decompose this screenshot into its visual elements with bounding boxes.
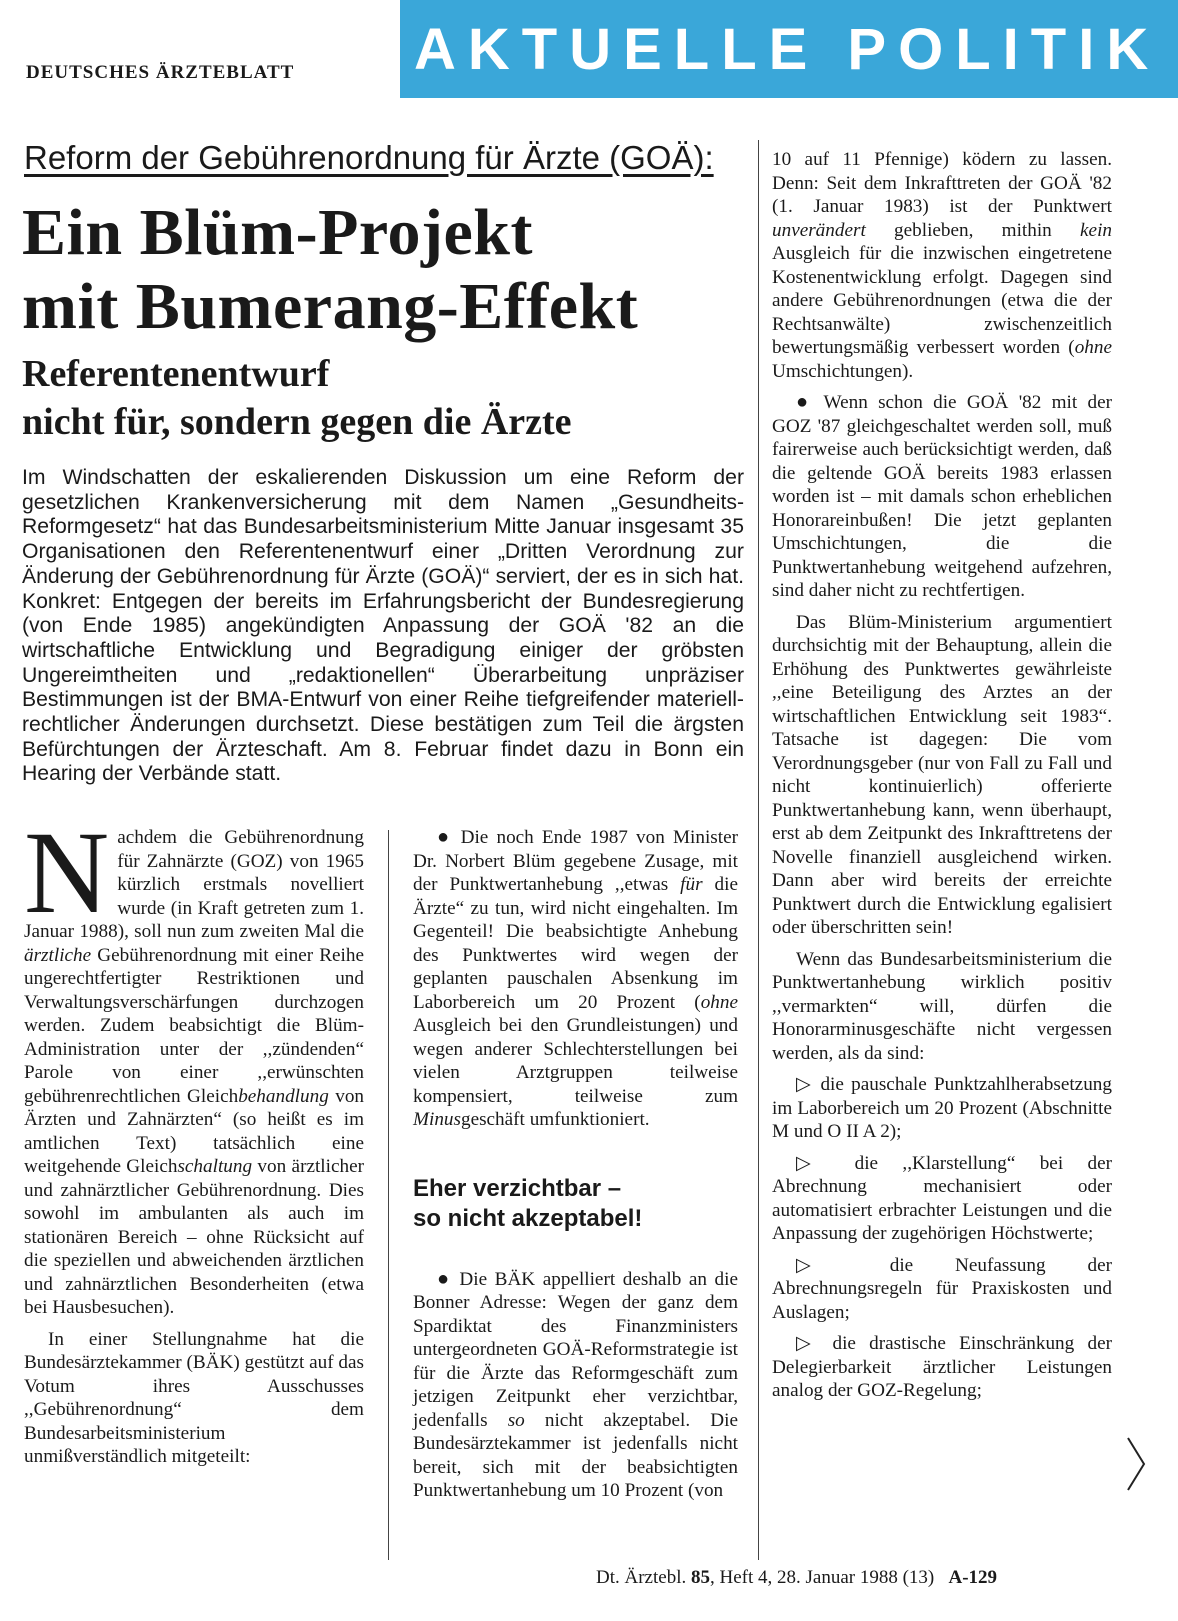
- paragraph: Wenn das Bundesarbeitsministerium die Punktwertanhebung wirklich positiv ,,vermarkten“ will, dürfen die Honorarminusgeschäfte nicht vergessen werden, als da sind:: [772, 948, 1112, 1064]
- text-run: 10 auf 11 Pfennige) ködern zu lassen. Denn: Seit dem Inkrafttreten der GOÄ '82 (1. Januar 1983) ist der Punktwert: [772, 149, 1112, 217]
- page-number: A-129: [948, 1567, 998, 1588]
- emphasis: Minus: [413, 1109, 461, 1130]
- text-run: nicht akzeptabel. Die Bundesärztekammer ist jedenfalls nicht bereit, sich mit der beabsichtigten Punktwertanhebung um 10 Prozent (von: [413, 1409, 738, 1501]
- journal-volume: 85: [690, 1567, 710, 1588]
- text-run: die Neufassung der Abrechnungsregeln für Praxiskosten und Auslagen;: [772, 1254, 1112, 1323]
- emphasis: kein: [1080, 219, 1112, 241]
- column-divider-lower: [388, 830, 389, 1560]
- emphasis: behandlung: [238, 1085, 329, 1107]
- headline-line-2: mit Bumerang-Effekt: [22, 270, 639, 343]
- publication-name: DEUTSCHES ÄRZTEBLATT: [26, 62, 295, 83]
- emphasis: ohne: [700, 991, 738, 1013]
- emphasis: so: [507, 1409, 525, 1431]
- text-run: geblieben, mithin: [865, 219, 1081, 241]
- subtitle-line-2: so nicht akzeptabel!: [413, 1204, 643, 1232]
- text-run: die ,,Klarstellung“ bei der Abrechnung mechanisiert oder automatisiert erbrachter Leistungen und die Anpassung der zugehörigen Höchstwerte;: [772, 1152, 1112, 1244]
- paragraph: [772, 148, 1112, 383]
- column-divider: [758, 140, 759, 1560]
- emphasis: ärztliche: [24, 944, 92, 966]
- subtitle-line-1: Eher verzichtbar –: [413, 1174, 622, 1202]
- text-run: von ärztlicher und zahnärztlicher Gebührenordnung. Dies sowohl im ambulanten als auch im stationären Bereich – ohne Rücksicht auf die speziellen und abweichenden ärztlichen und zahnärztlichen Besonderheiten (etwa bei Hausbesuchen).: [24, 1156, 364, 1318]
- emphasis: ohne: [1074, 337, 1112, 358]
- list-item: [772, 1152, 1112, 1246]
- paragraph: [24, 807, 364, 1320]
- article-subheadline: [22, 350, 752, 446]
- subhead-line-2: nicht für, sondern gegen die Ärzte: [22, 401, 572, 443]
- triangle-icon: ▷: [796, 1254, 848, 1276]
- text-run: achdem die Gebührenordnung für Zahnärzte (GOZ) von 1965 kürzlich erstmals novelliert wurde (in Kraft getreten zum 1. Januar 1988), soll nun zum zweiten Mal die: [24, 827, 364, 942]
- paragraph: [413, 1268, 738, 1503]
- emphasis: schaltung: [177, 1156, 253, 1177]
- paragraph: [413, 826, 738, 1132]
- article-headline: [22, 196, 752, 344]
- text-run: Wenn schon die GOÄ '82 mit der GOZ '87 gleichgeschaltet werden soll, muß fairerweise auch berücksichtigt werden, daß die geltende GOÄ bereits 1983 erlassen worden ist – mit damals schon erheblichen Honorareinbußen! Die jetzt geplanten Umschichtungen, die die Punktwertanhebung weitgehend aufzehren, sind daher nicht zu rechtfertigen.: [772, 392, 1112, 601]
- triangle-icon: ▷: [796, 1152, 831, 1174]
- text-run: geschäft umfunktioniert.: [460, 1109, 650, 1130]
- paragraph: [772, 391, 1112, 603]
- text-run: Die BÄK appelliert deshalb an die Bonner Adresse: Wegen der ganz dem Spardiktat des Finanzministers untergeordneten GOÄ-Reformstrategie ist für die Ärzte das Reformgeschäft zum jetzigen Zeitpunkt eher verzichtbar, jedenfalls: [413, 1268, 738, 1431]
- list-item: [772, 1254, 1112, 1325]
- text-run: die pauschale Punktzahlherabsetzung im Laborbereich um 20 Prozent (Abschnitte M und O II A 2);: [772, 1074, 1112, 1142]
- text-run: Umschichtungen).: [772, 360, 914, 382]
- body-column-2: [413, 826, 738, 1511]
- text-run: Ausgleich bei den Grundleistungen) und wegen anderer Schlechterstellungen bei vielen Arztgruppen teilweise kompensiert, teilweise zum: [413, 1015, 738, 1107]
- triangle-icon: ▷: [796, 1333, 820, 1354]
- triangle-icon: ▷: [796, 1074, 814, 1095]
- subhead-line-1: Referentenentwurf: [22, 353, 330, 395]
- paragraph: Das Blüm-Ministerium argumentiert durchsichtig mit der Behauptung, allein die Erhöhung des Punktwertes gewährleiste ,,eine Beteiligung des Arztes an der wirtschaftlichen Entwicklung seit 1983“. Tatsache ist dagegen: Die vom Verordnungsgeber (nur von Fall zu Fall und nicht kontinuierlich) offerierte Punktwertanhebung kann, wenn überhaupt, erst ab dem Zeitpunkt des Inkrafttretens der Novelle finanziell ausgleichend wirken. Dann aber wird bereits der erreichte Punktwert durch die Entwicklung egalisiert oder überschritten sein!: [772, 611, 1112, 938]
- body-column-3: [772, 148, 1112, 1411]
- list-item: [772, 1332, 1112, 1403]
- emphasis: für: [680, 874, 703, 895]
- emphasis: unverändert: [772, 219, 866, 241]
- text-run: Ausgleich für die inzwischen eingetretene Kostenentwicklung erfolgt. Dagegen sind andere Gebührenordnungen (etwa die der Rechtsanwälte) zwischenzeitlich bewertungsmäßig verbessert worden (: [772, 243, 1112, 358]
- page-footer: [596, 1567, 1156, 1589]
- bullet-icon: ●: [796, 391, 814, 413]
- journal-name: Dt. Ärztebl.: [596, 1567, 687, 1588]
- issue-date: , Heft 4, 28. Januar 1988 (13): [709, 1567, 935, 1588]
- text-run: Gebührenordnung mit einer Reihe ungerechtfertigter Restriktionen und Verwaltungsverschärfungen durchzogen werden. Zudem beabsichtigt die Blüm-Administration unter der ,,zündenden“ Parole von einer ,,erwünschten gebührenrechtlichen Gleich: [24, 944, 364, 1107]
- list-item: [772, 1073, 1112, 1144]
- text-run: die drastische Einschränkung der Delegierbarkeit ärztlicher Leistungen analog der GOZ-Regelung;: [772, 1333, 1112, 1401]
- paragraph: In einer Stellungnahme hat die Bundesärztekammer (BÄK) gestützt auf das Votum ihres Ausschusses ,,Gebührenordnung“ dem Bundesarbeitsministerium unmißverständlich mitgeteilt:: [24, 1328, 364, 1467]
- bullet-icon: ●: [437, 1267, 452, 1290]
- headline-line-1: Ein Blüm-Projekt: [22, 196, 533, 269]
- continue-arrow-icon: [1126, 1436, 1146, 1492]
- body-column-1: [24, 807, 364, 1477]
- text-run: die Ärzte“ zu tun, wird nicht eingehalten. Im Gegenteil! Die beabsichtigte Anhebung des Punktwertes wird wegen der geplanten pauschalen Absenkung im Laborbereich um 20 Prozent (: [413, 874, 738, 1013]
- section-subtitle: [413, 1174, 738, 1234]
- text-run: von Ärzten und Zahnärzten“ (so heißt es im amtlichen Text) tatsächlich eine weitgehende Gleich: [24, 1085, 364, 1177]
- section-banner: AKTUELLE POLITIK: [400, 0, 1178, 98]
- article-lead: Im Windschatten der eskalierenden Diskussion um eine Reform der gesetzlichen Krankenversicherung mit dem Namen „Gesundheits-Reformgesetz“ hat das Bundesarbeitsministerium Mitte Januar insgesamt 35 Organisationen den Referentenentwurf einer „Dritten Verordnung zur Änderung der Gebührenordnung für Ärzte (GOÄ)“ serviert, der es in sich hat. Konkret: Entgegen der bereits im Erfahrungsbericht der Bundesregierung (von Ende 1985) angekündigten Anpassung der GOÄ '82 an die wirtschaftliche Entwicklung und Begradigung einiger der gröbsten Ungereimtheiten und „redaktionellen“ Überarbeitung unpräziser Bestimmungen ist der BMA-Entwurf von einer Reihe tiefgreifender materiell-rechtlicher Änderungen durchsetzt. Diese bestätigen zum Teil die ärgsten Befürchtungen der Ärzteschaft. Am 8. Februar findet dazu in Bonn ein Hearing der Verbände statt.: [22, 466, 744, 786]
- text-run: Die noch Ende 1987 von Minister Dr. Norbert Blüm gegebene Zusage, mit der Punktwertanhebung ,,etwas: [413, 827, 738, 895]
- article-kicker: Reform der Gebührenordnung für Ärzte (GOÄ):: [24, 139, 714, 176]
- bullet-icon: ●: [437, 826, 453, 848]
- drop-cap: N: [24, 807, 110, 938]
